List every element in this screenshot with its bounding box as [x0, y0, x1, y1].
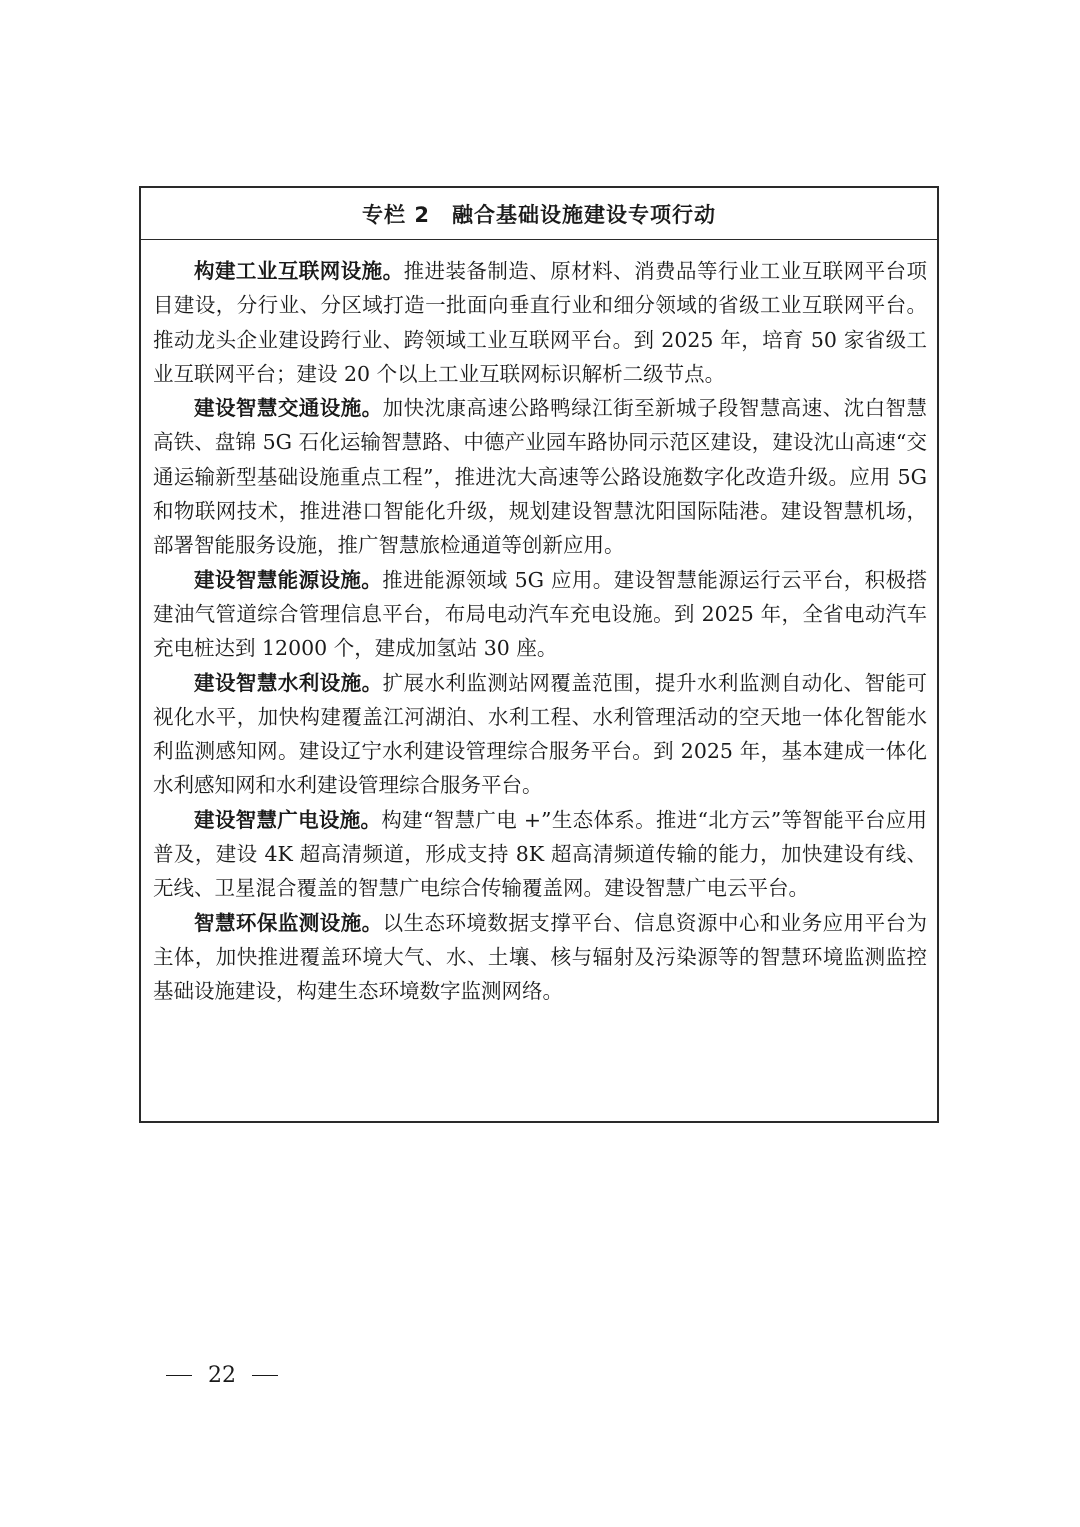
paragraph-text: 推进能源领域 5G 应用。建设智慧能源运行云平台，积极搭建油气管道综合管理信息平台，布局电动汽车充电设施。到 2025 年，全省电动汽车充电桩达到 12000 个，建成加氢站 30 座。 [153, 567, 927, 661]
paragraph-smart-broadcast [153, 803, 927, 906]
page-number-dash-right [252, 1375, 278, 1377]
paragraph-lead: 建设智慧交通设施。 [194, 396, 383, 421]
feature-box-number: 专栏 2 [362, 202, 430, 227]
paragraph-lead: 建设智慧能源设施。 [194, 567, 383, 592]
feature-box [139, 186, 939, 1123]
paragraph-text: 推进装备制造、原材料、消费品等行业工业互联网平台项目建设，分行业、分区域打造一批面向垂直行业和细分领域的省级工业互联网平台。推动龙头企业建设跨行业、跨领域工业互联网平台。到 2025 年，培育 50 家省级工业互联网平台；建设 20 个以上工业互联网标识解析二级节点。 [153, 259, 928, 386]
paragraph-smart-water [153, 666, 927, 803]
paragraph-lead: 建设智慧水利设施。 [194, 670, 383, 695]
paragraph-text: 构建“智慧广电 +”生态体系。推进“北方云”等智能平台应用普及，建设 4K 超高清频道，形成支持 8K 超高清频道传输的能力，加快建设有线、无线、卫星混合覆盖的智慧广电综合传输覆盖网。建设智慧广电云平台。 [153, 807, 927, 901]
paragraph-smart-energy [153, 563, 927, 666]
feature-box-header [141, 188, 937, 240]
feature-box-title: 融合基础设施建设专项行动 [451, 202, 716, 227]
paragraph-text: 加快沈康高速公路鸭绿江街至新城子段智慧高速、沈白智慧高铁、盘锦 5G 石化运输智慧路、中德产业园车路协同示范区建设，建设沈山高速“交通运输新型基础设施重点工程”，推进沈大高速等公路设施数字化改造升级。应用 5G 和物联网技术，推进港口智能化升级，规划建设智慧沈阳国际陆港。建设智慧机场，部署智能服务设施，推广智慧旅检通道等创新应用。 [153, 396, 928, 558]
paragraph-smart-transport [153, 391, 927, 562]
feature-box-body [141, 240, 937, 1009]
paragraph-smart-environment [153, 906, 927, 1009]
paragraph-lead: 智慧环保监测设施。 [194, 910, 383, 935]
paragraph-lead: 建设智慧广电设施。 [194, 807, 382, 832]
paragraph-industrial-internet [153, 254, 927, 391]
paragraph-text: 以生态环境数据支撑平台、信息资源中心和业务应用平台为主体，加快推进覆盖环境大气、水、土壤、核与辐射及污染源等的智慧环境监测监控基础设施建设，构建生态环境数字监测网络。 [153, 910, 928, 1004]
paragraph-text: 扩展水利监测站网覆盖范围，提升水利监测自动化、智能可视化水平，加快构建覆盖江河湖泊、水利工程、水利管理活动的空天地一体化智能水利监测感知网。建设辽宁水利建设管理综合服务平台。到 2025 年，基本建成一体化水利感知网和水利建设管理综合服务平台。 [153, 670, 928, 798]
page-number-dash-left [166, 1375, 192, 1377]
page-number-value: 22 [208, 1363, 236, 1388]
page-number [166, 1363, 278, 1388]
paragraph-lead: 构建工业互联网设施。 [194, 259, 404, 283]
